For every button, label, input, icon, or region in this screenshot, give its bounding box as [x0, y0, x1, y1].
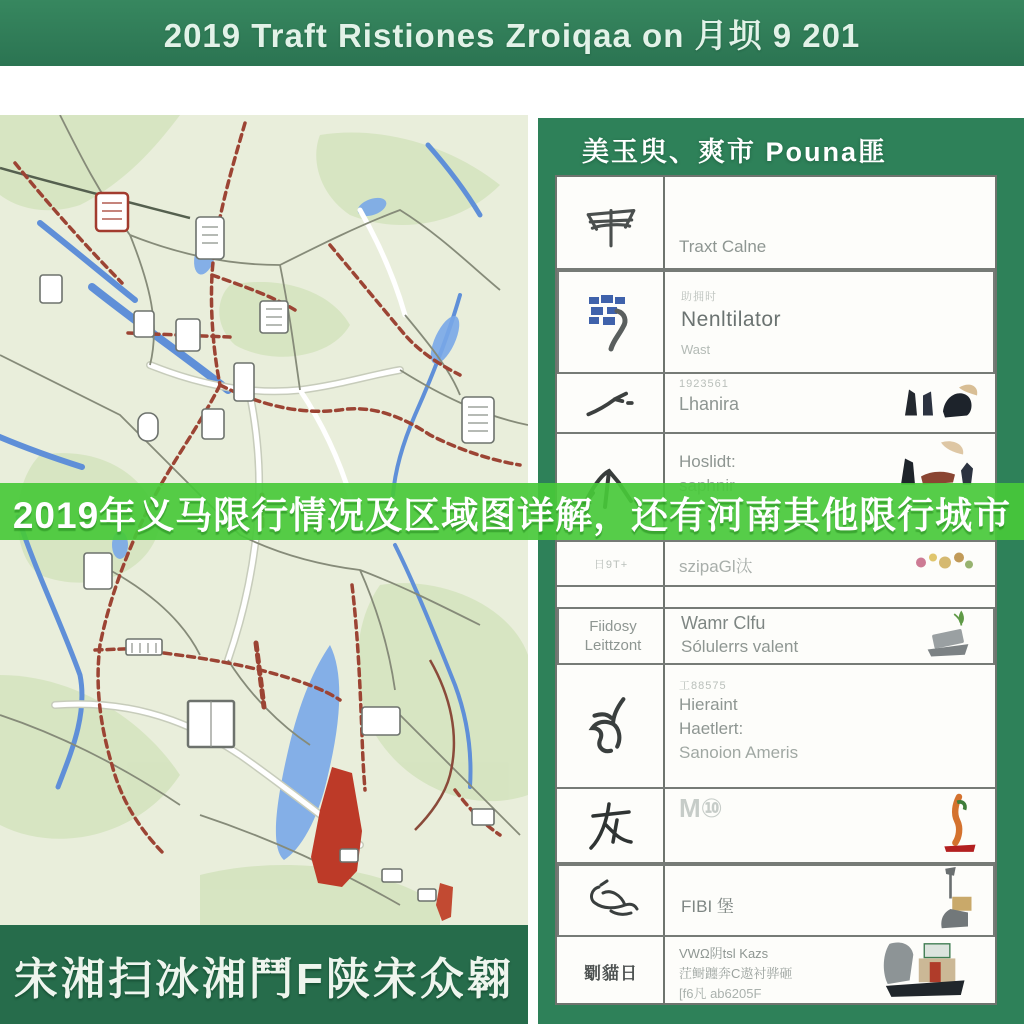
- excavator-icon: [873, 937, 981, 1005]
- legend-row-1-text: [675, 177, 987, 268]
- legend-line-2: 茳鲥躔奔C遨衬骅砸: [679, 966, 793, 981]
- legend-label: FIBI 堡: [681, 897, 734, 916]
- legend-row-10: [557, 937, 995, 1005]
- legend-row-9-text: [677, 866, 985, 935]
- legend-table: [555, 175, 997, 1005]
- bottom-left-caption-bar: [0, 925, 528, 1024]
- dark-figures-icon: [897, 380, 981, 427]
- legend-panel-title: 美玉臾、爽市 Pouna匪: [582, 137, 888, 167]
- legend-label-3: Sanoion Ameris: [679, 743, 799, 762]
- blue-board-icon: [567, 272, 659, 372]
- orange-figure-icon: [937, 790, 981, 861]
- legend-label: Lhanira: [679, 394, 740, 414]
- legend-note: 工88575: [679, 680, 727, 692]
- legend-label: Wamr Clfu: [681, 613, 766, 633]
- legend-label: Hoslidt:: [679, 452, 736, 471]
- legend-row-3-text: [675, 374, 987, 432]
- legend-panel: [538, 118, 1024, 1024]
- legend-row-5-text: [675, 542, 987, 585]
- legend-row-8: [557, 789, 995, 864]
- legend-row-8-text: [675, 789, 987, 862]
- legend-row-3: [557, 374, 995, 434]
- legend-row-7: [557, 665, 995, 789]
- main-title-text: 2019年义马限行情况及区域图详解，还有河南其他限行城市: [12, 494, 1012, 536]
- legend-row-2: [557, 270, 995, 374]
- legend-label-2: Haetlert:: [679, 719, 744, 738]
- main-title-banner: [0, 483, 1024, 540]
- hand-glyph-icon: [565, 789, 657, 862]
- legend-note: 助拥时: [681, 291, 717, 303]
- gate-sign-icon: [565, 177, 657, 268]
- bird-sketch-icon: [565, 374, 657, 432]
- legend-label: szipaGl汰: [679, 557, 753, 576]
- legend-row-7-text: [675, 665, 987, 787]
- legend-subnote: Wast: [681, 342, 711, 357]
- wolf-sketch-icon: [565, 665, 657, 787]
- top-title-text: 2019 Traft Ristiones Zroiqaa on 月坝 9 201: [163, 16, 861, 54]
- legend-sublabel: Sólulerrs valent: [681, 637, 799, 656]
- left-col-glyphs: 劅貓日: [584, 963, 638, 983]
- legend-row-5-left: [565, 542, 657, 585]
- legend-row-1: [557, 177, 995, 270]
- legend-line-1: VWΩ阴tsl Kazs: [679, 946, 769, 961]
- left-col-label: Fiidosy Leittzont: [584, 617, 642, 654]
- sketch-glyph: M⑩: [679, 793, 723, 823]
- legend-row-10-left: [565, 937, 657, 1005]
- flowers-icon: [911, 544, 981, 583]
- legend-row-2-text: [677, 272, 985, 372]
- legend-row-6-left: [567, 609, 659, 663]
- lamp-figure-icon: [929, 866, 979, 935]
- legend-label: Nenltilator: [681, 308, 782, 331]
- legend-label: Traxt Calne: [679, 237, 767, 256]
- bottom-left-caption-text: 宋湘扫冰湘鬥F陕宋众翱: [14, 954, 514, 1004]
- legend-row-6: [557, 607, 995, 665]
- legend-row-10-text: [675, 937, 987, 1005]
- legend-row-6-text: [677, 609, 985, 663]
- left-col-note: 日9T+: [593, 558, 629, 571]
- top-title-banner: [0, 0, 1024, 66]
- crane-sketch-icon: [567, 866, 659, 935]
- legend-line-3: [f6凡 ab6205F: [679, 986, 762, 1001]
- legend-row-9: [557, 864, 995, 937]
- legend-row-5: [557, 542, 995, 587]
- legend-note: 1923561: [679, 378, 729, 390]
- plant-laptop-icon: [917, 609, 979, 663]
- legend-label: Hieraint: [679, 695, 738, 714]
